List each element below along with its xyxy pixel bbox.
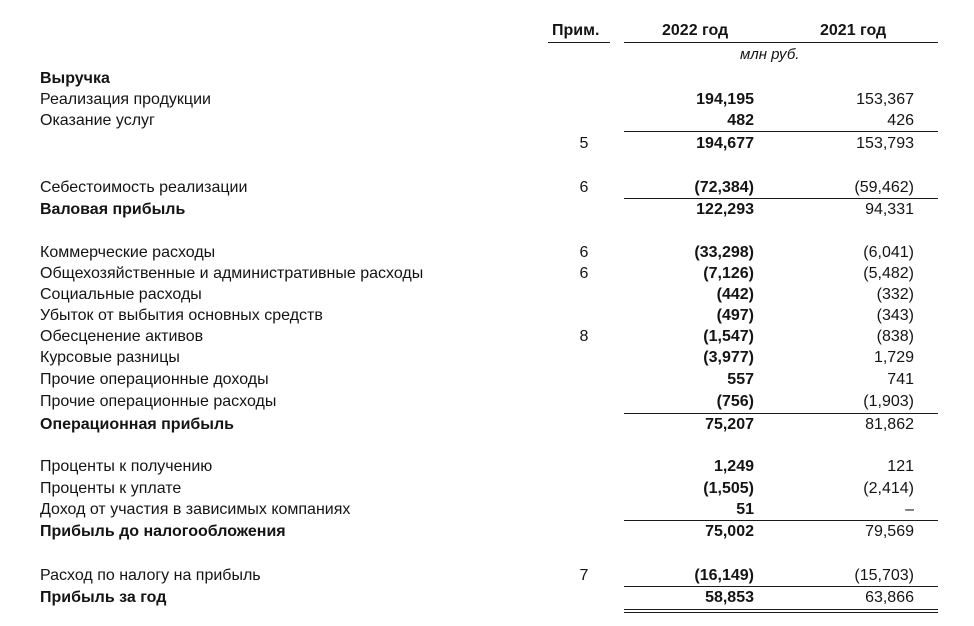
opex-row-2021: (332) (876, 286, 914, 303)
finance-row-2021: – (905, 501, 914, 518)
finance-row-2021: 121 (887, 458, 914, 475)
finance-row-label: Доход от участия в зависимых компаниях (40, 501, 351, 518)
opex-row-2022: 557 (727, 371, 754, 388)
opex-row-2021: (343) (876, 307, 914, 324)
pbt-2021: 79,569 (865, 523, 914, 540)
finance-row-2022: (1,505) (703, 480, 754, 497)
pbt-label: Прибыль до налогообложения (40, 523, 286, 540)
opex-row-2021: (1,903) (863, 393, 914, 410)
opex-row-2022: (1,547) (703, 328, 754, 345)
opex-row-2022: (756) (716, 393, 754, 410)
opex-row-2022: (33,298) (694, 244, 754, 261)
operating-profit-2021: 81,862 (865, 416, 914, 433)
revenue-row-label: Реализация продукции (40, 91, 211, 108)
year-2021-header: 2021 год (820, 22, 887, 39)
pbt-2022: 75,002 (705, 523, 754, 540)
subtotal-rule (624, 520, 938, 521)
opex-row-2021: 741 (887, 371, 914, 388)
note-column-header: Прим. (552, 22, 600, 39)
opex-row-label: Коммерческие расходы (40, 244, 216, 261)
finance-row-label: Проценты к уплате (40, 480, 182, 497)
operating-profit-label: Операционная прибыль (40, 416, 234, 433)
opex-row-2022: (442) (716, 286, 754, 303)
tax-2021: (15,703) (854, 567, 914, 584)
revenue-row-2021: 426 (887, 112, 914, 129)
total-double-rule-bottom (624, 612, 938, 613)
net-profit-2022: 58,853 (705, 589, 754, 606)
opex-row-label: Обесценение активов (40, 328, 204, 345)
opex-row-2022: (497) (716, 307, 754, 324)
opex-row-label: Прочие операционные доходы (40, 371, 269, 388)
opex-row-note: 6 (579, 265, 589, 282)
opex-row-note: 8 (579, 328, 589, 345)
revenue-row-2022: 194,195 (696, 91, 754, 108)
subtotal-rule (624, 586, 938, 587)
year-2022-header: 2022 год (662, 22, 729, 39)
opex-row-2021: 1,729 (873, 349, 914, 366)
net-profit-2021: 63,866 (865, 589, 914, 606)
gross-profit-label: Валовая прибыль (40, 201, 186, 218)
cogs-label: Себестоимость реализации (40, 179, 248, 196)
unit-label: млн руб. (740, 46, 800, 63)
opex-row-label: Убыток от выбытия основных средств (40, 307, 323, 324)
revenue-title: Выручка (40, 70, 110, 87)
opex-row-label: Прочие операционные расходы (40, 393, 277, 410)
revenue-row-2022: 482 (727, 112, 754, 129)
opex-row-label: Общехозяйственные и административные расходы (40, 265, 424, 282)
opex-row-label: Курсовые разницы (40, 349, 180, 366)
tax-note: 7 (579, 567, 589, 584)
finance-row-2022: 1,249 (713, 458, 754, 475)
gross-profit-2022: 122,293 (696, 201, 754, 218)
cogs-2021: (59,462) (854, 179, 914, 196)
subtotal-rule (624, 413, 938, 414)
finance-row-2021: (2,414) (863, 480, 914, 497)
finance-row-label: Проценты к получению (40, 458, 213, 475)
opex-row-2022: (3,977) (703, 349, 754, 366)
tax-2022: (16,149) (694, 567, 754, 584)
cogs-2022: (72,384) (694, 179, 754, 196)
years-header-underline (624, 42, 938, 43)
revenue-total-2022: 194,677 (696, 135, 754, 152)
total-double-rule-top (624, 609, 938, 610)
note-header-underline (548, 42, 610, 43)
revenue-total-2021: 153,793 (856, 135, 914, 152)
revenue-row-2021: 153,367 (856, 91, 914, 108)
opex-row-2021: (5,482) (863, 265, 914, 282)
opex-row-2022: (7,126) (703, 265, 754, 282)
subtotal-rule (624, 198, 938, 199)
opex-row-2021: (838) (876, 328, 914, 345)
operating-profit-2022: 75,207 (705, 416, 754, 433)
cogs-note: 6 (579, 179, 589, 196)
revenue-total-note: 5 (579, 135, 589, 152)
opex-row-2021: (6,041) (863, 244, 914, 261)
subtotal-rule (624, 131, 938, 132)
net-profit-label: Прибыль за год (40, 589, 167, 606)
finance-row-2022: 51 (736, 501, 754, 518)
revenue-row-label: Оказание услуг (40, 112, 155, 129)
gross-profit-2021: 94,331 (865, 201, 914, 218)
opex-row-note: 6 (579, 244, 589, 261)
tax-label: Расход по налогу на прибыль (40, 567, 261, 584)
opex-row-label: Социальные расходы (40, 286, 202, 303)
